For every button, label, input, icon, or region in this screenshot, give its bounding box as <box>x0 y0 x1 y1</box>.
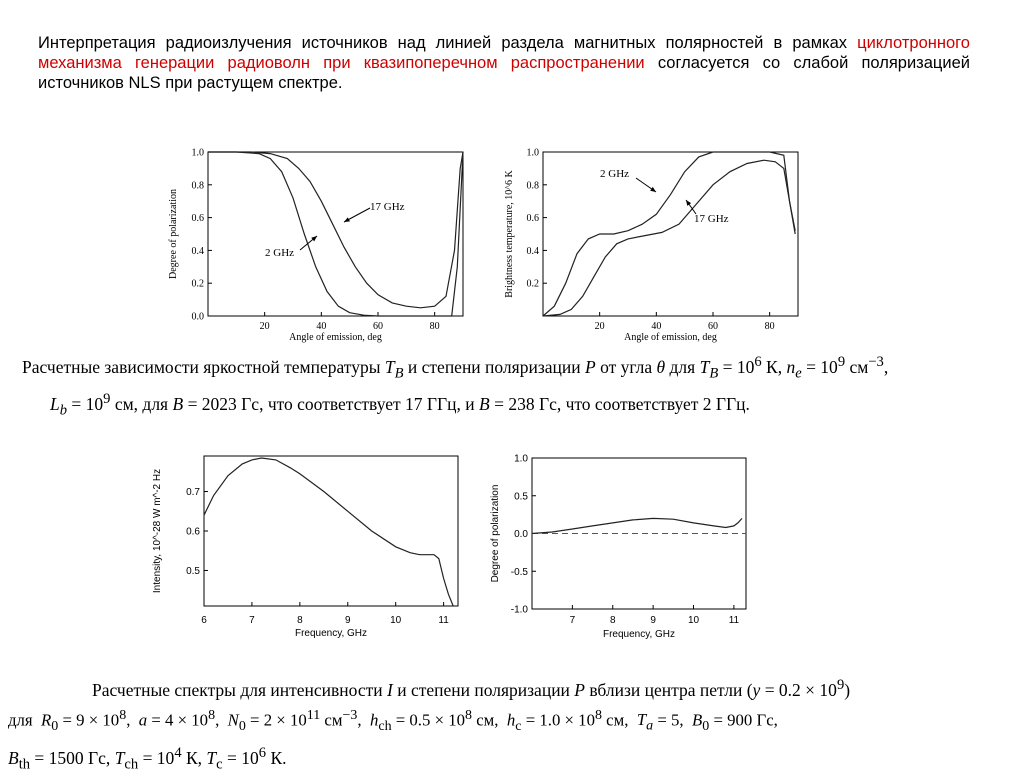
series-line-1 <box>204 458 453 606</box>
x-tick-label: 9 <box>650 615 656 626</box>
y-tick-label: 0.4 <box>526 245 539 257</box>
x-tick-label: 8 <box>609 615 616 626</box>
series-line-2-ghz <box>208 152 463 316</box>
y-tick-label: 0.0 <box>514 529 528 540</box>
y-tick-label: 0.6 <box>526 213 539 225</box>
x-tick-label: 8 <box>297 615 303 626</box>
x-tick-label: 7 <box>249 615 255 626</box>
intro-paragraph <box>38 33 970 93</box>
figure-intensity-spectrum <box>148 448 468 648</box>
y-tick-label: 0.4 <box>191 245 204 257</box>
y-axis-label: Brightness temperature, 10^6 K <box>504 170 515 298</box>
x-tick-label: 40 <box>651 321 662 332</box>
intro-text-1: Интерпретация радиоизлучения источников над линией раздела магнитных полярностей в рамках <box>38 34 848 52</box>
caption-2 <box>8 672 850 777</box>
caption-1-line-1: Расчетные зависимости яркостной температуры $T_B$ и степени поляризации P от угла θ для $T_B = 10^6$ К, $n_e = 10^9$ $см^{-3}$, <box>22 354 889 382</box>
caption-1 <box>22 349 888 424</box>
plot-frame <box>204 456 458 606</box>
x-tick-label: 60 <box>708 321 718 332</box>
x-tick-label: 20 <box>259 321 270 332</box>
x-tick-label: 10 <box>687 615 700 626</box>
y-tick-label: 1.0 <box>191 147 204 159</box>
caption-1-line-2: $L_b = 10^9$ см, для B = 2023 Гс, что соответствует 17 ГГц, и B = 238 Гс, что соответствует 2 ГГц. <box>50 391 750 419</box>
annotation-label: 17 GHz <box>694 213 729 225</box>
x-tick-label: 80 <box>429 321 440 332</box>
x-tick-label: 20 <box>594 321 605 332</box>
annotation-arrowhead <box>686 200 691 206</box>
figure-polarization-spectrum <box>486 448 756 648</box>
y-tick-label: 1.0 <box>514 453 528 465</box>
x-axis-label: Frequency, GHz <box>294 628 368 639</box>
x-axis-label: Frequency, GHz <box>602 629 676 640</box>
y-tick-label: 0.8 <box>526 180 539 192</box>
x-tick-label: 40 <box>316 321 327 332</box>
y-tick-label: -0.5 <box>510 566 528 578</box>
x-tick-label: 11 <box>728 615 740 626</box>
y-axis-label: Degree of polarization <box>168 189 179 279</box>
y-tick-label: 0.6 <box>186 526 200 538</box>
x-axis-label: Angle of emission, deg <box>289 332 382 343</box>
y-tick-label: 0.6 <box>191 213 204 225</box>
annotation-label: 2 GHz <box>600 168 630 180</box>
x-tick-label: 9 <box>344 615 351 626</box>
plot-frame <box>208 152 463 316</box>
y-axis-label: Intensity, 10^-28 W m^-2 Hz <box>152 468 163 594</box>
annotation-label: 17 GHz <box>370 201 405 213</box>
series-line-17-ghz <box>543 160 795 316</box>
y-axis-label: Degree of polarization <box>490 484 501 583</box>
annotation-arrowhead <box>650 187 656 192</box>
figure-polarization-vs-angle <box>160 140 480 345</box>
y-tick-label: 0.8 <box>191 180 204 192</box>
y-tick-label: 0.2 <box>191 278 204 290</box>
y-tick-label: 1.0 <box>526 147 539 159</box>
caption-2-line-1: Расчетные спектры для интенсивности I и степени поляризации P вблизи центра петли $(y = 0.2 \times 10^9)$ <box>92 677 851 700</box>
x-tick-label: 6 <box>201 615 207 626</box>
y-tick-label: 0.5 <box>186 565 200 577</box>
plot-frame <box>543 152 798 316</box>
caption-2-line-2: для $R_0 = 9 \times 10^8$, $a = 4 \times 10^8$, $N_0 = 2 \times 10^{11}$ $см^{-3}$, $h_{ch} = 0.5 \times 10^8$ см, $h_c = 1.0 \times 10^8$ см, $T_a = 5$, $B_0 = 900$ Гс, <box>8 707 778 734</box>
y-tick-label: -1.0 <box>510 604 528 616</box>
y-tick-label: 0.0 <box>191 311 204 323</box>
y-tick-label: 0.7 <box>186 487 200 499</box>
x-tick-label: 10 <box>390 615 402 626</box>
x-tick-label: 7 <box>569 615 576 626</box>
intro-text-3: согласуется со слабой поляризацией источников NLS при растущем спектре. <box>38 54 970 92</box>
series-line-1 <box>532 518 742 533</box>
intro-text-2-highlight: циклотронного механизма генерации радиоволн при квазипоперечном распространении <box>38 34 970 72</box>
caption-2-line-3: $B_{th} = 1500$ Гс, $T_{ch} = 10^4$ К, $T_c = 10^6$ К. <box>8 744 287 773</box>
x-tick-label: 60 <box>373 321 383 332</box>
figure-brightness-vs-angle <box>498 140 808 345</box>
series-line-17-ghz <box>208 152 463 308</box>
x-tick-label: 11 <box>438 615 449 626</box>
x-tick-label: 80 <box>764 321 775 332</box>
annotation-label: 2 GHz <box>265 247 295 259</box>
x-axis-label: Angle of emission, deg <box>624 332 717 343</box>
y-tick-label: 0.5 <box>514 491 528 503</box>
y-tick-label: 0.2 <box>526 278 539 290</box>
series-line-2-ghz <box>543 152 795 316</box>
